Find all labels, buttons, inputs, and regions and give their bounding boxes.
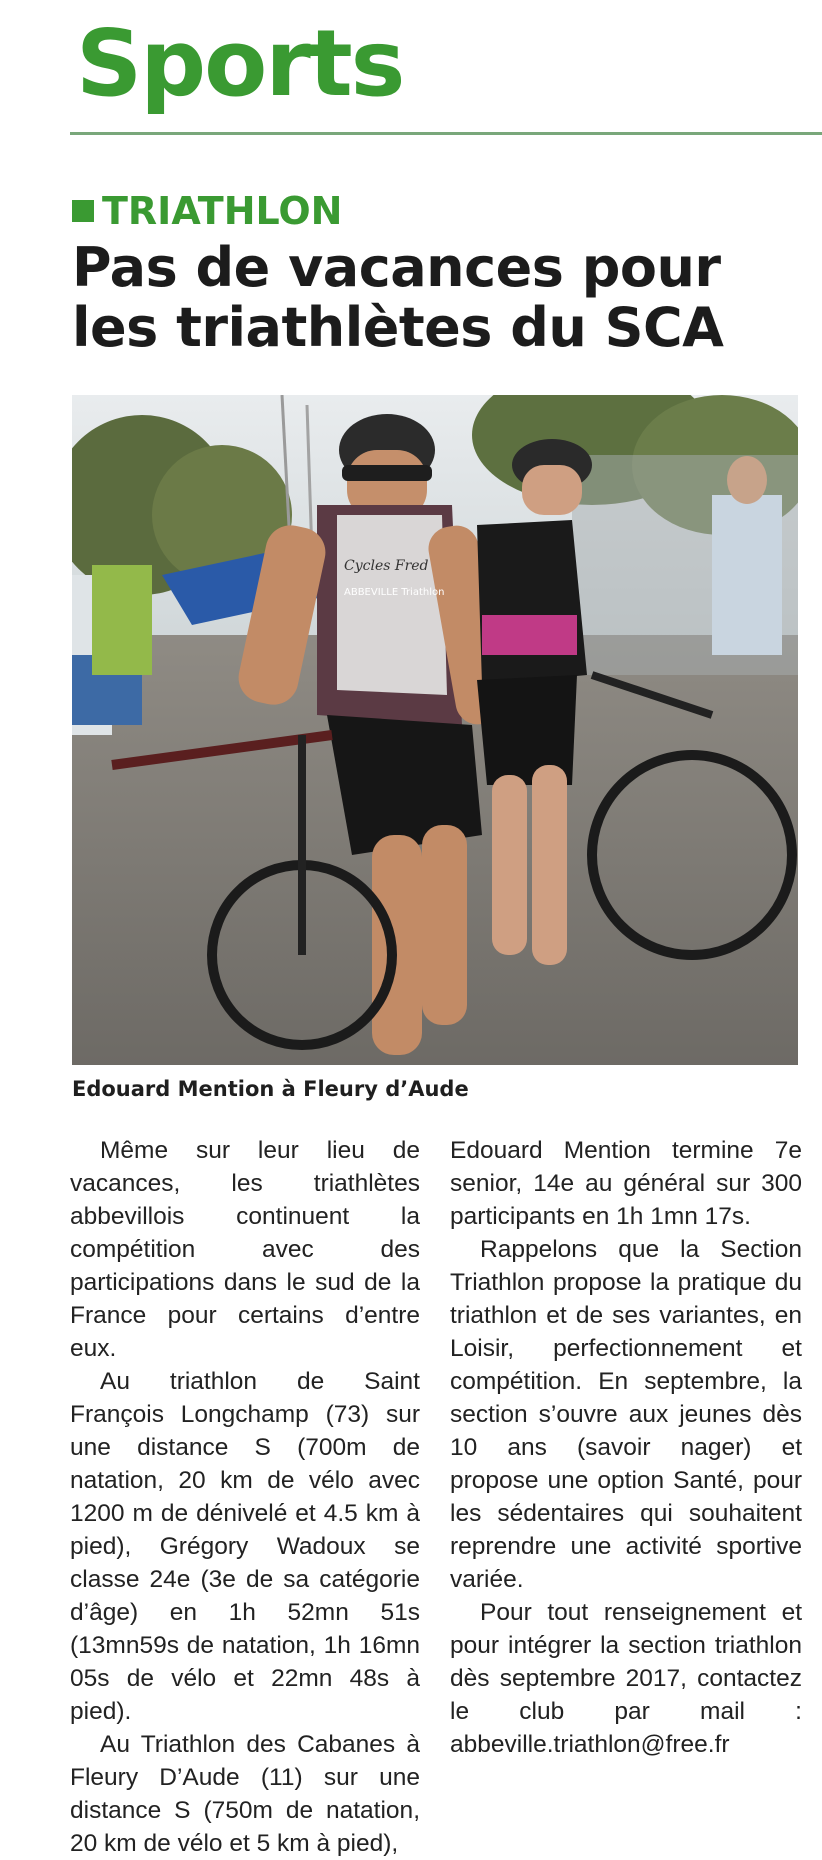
- section-title: Sports: [76, 10, 404, 117]
- article-photo: [72, 395, 798, 1065]
- paragraph: Au triathlon de Saint François Longchamp (73) sur une distance S (700m de natation, 20 km de vélo avec 1200 m de dénivelé et 4.5 km à pied), Grégory Wadoux se classe 24e (3e de sa catégorie d’âge) en 1h 52mn 51s (13mn59s de natation, 1h 16mn 05s de vélo et 22mn 48s à pied).: [70, 1368, 420, 1725]
- section-divider: [70, 132, 822, 135]
- kicker-label: TRIATHLON: [102, 189, 343, 233]
- paragraph: Pour tout renseignement et pour intégrer la section triathlon dès septembre 2017, contactez le club par mail : abbeville.triathlon@free.fr: [450, 1599, 802, 1758]
- photo-caption: Edouard Mention à Fleury d’Aude: [72, 1077, 469, 1101]
- jersey-text-2: ABBEVILLE Triathlon: [344, 587, 445, 598]
- paragraph: Edouard Mention termine 7e senior, 14e au général sur 300 participants en 1h 1mn 17s.: [450, 1137, 802, 1230]
- article-headline: Pas de vacances pour les triathlètes du SCA: [72, 236, 724, 359]
- kicker-square-icon: [72, 200, 94, 222]
- paragraph: Même sur leur lieu de vacances, les triathlètes abbevillois continuent la compétition avec des participations dans le sud de la France pour certains d’entre eux.: [70, 1137, 420, 1362]
- paragraph: Au Triathlon des Cabanes à Fleury D’Aude (11) sur une distance S (750m de natation, 20 km de vélo et 5 km à pied),: [70, 1731, 420, 1857]
- article-column-left: [70, 1134, 420, 1860]
- paragraph: Rappelons que la Section Triathlon propose la pratique du triathlon et de ses variantes, en Loisir, perfectionnement et compétition. En septembre, la section s’ouvre aux jeunes dès 10 ans (savoir nager) et propose une option Santé, pour les sédentaires qui souhaitent reprendre une activité sportive variée.: [450, 1236, 802, 1593]
- article-kicker: [72, 189, 343, 233]
- article-column-right: [450, 1134, 802, 1761]
- jersey-text: Cycles Fred: [344, 558, 429, 574]
